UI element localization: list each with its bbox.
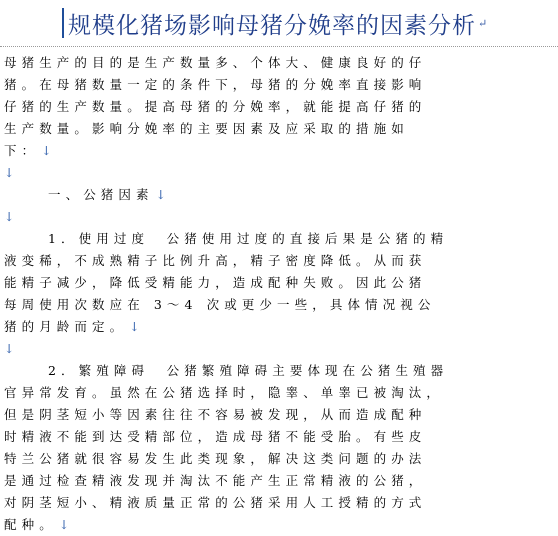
text-line: 生产数量。影响分娩率的主要因素及应采取的措施如 <box>4 121 409 136</box>
text-line: 下： ↓ <box>4 143 52 158</box>
document-title[interactable]: 规模化猪场影响母猪分娩率的因素分析 <box>68 12 476 39</box>
text-line: 能精子减少，降低受精能力，造成配种失败。因此公猪 <box>4 275 427 290</box>
title-block <box>62 6 487 40</box>
text-line: 官异常发育。虽然在公猪选择时，隐睾、单睾已被淘汰， <box>4 385 445 400</box>
paragraph-mark-icon: ↓ <box>129 319 140 334</box>
text-line: 2．繁殖障碍 公猪繁殖障碍主要体现在公猪生殖器 <box>48 363 449 378</box>
text-line: 猪。在母猪数量一定的条件下，母猪的分娩率直接影响 <box>4 77 427 92</box>
paragraph-mark-icon: ↓ <box>4 341 15 356</box>
text-line: 猪的月龄而定。 ↓ <box>4 319 140 334</box>
text-line: 对阴茎短小、精液质量正常的公猪采用人工授精的方式 <box>4 495 427 510</box>
text-line: 是通过检查精液发现并淘汰不能产生正常精液的公猪， <box>4 473 427 488</box>
paragraph-mark-icon: ↓ <box>4 209 15 224</box>
document-body[interactable] <box>4 52 554 536</box>
paragraph-mark-icon: ↵ <box>478 16 488 30</box>
text-line: 液变稀，不成熟精子比例升高，精子密度降低。从而获 <box>4 253 427 268</box>
blank-line <box>4 338 554 360</box>
text-line: 每周使用次数应在 3～4 次或更少一些，具体情况视公 <box>4 297 436 312</box>
blank-line <box>4 162 554 184</box>
section-heading: 一、公猪因素 ↓ <box>48 187 167 202</box>
title-divider <box>0 46 558 47</box>
text-line: 时精液不能到达受精部位，造成母猪不能受胎。有些皮 <box>4 429 427 444</box>
paragraph-mark-icon: ↓ <box>155 187 167 202</box>
text-cursor <box>62 8 64 38</box>
paragraph-mark-icon: ↓ <box>41 143 52 158</box>
text-line: 1．使用过度 公猪使用过度的直接后果是公猪的精 <box>48 231 449 246</box>
paragraph-mark-icon: ↓ <box>4 165 15 180</box>
text-line: 但是阴茎短小等因素往往不容易被发现，从而造成配种 <box>4 407 427 422</box>
text-line: 配种。 ↓ <box>4 517 70 532</box>
blank-line <box>4 206 554 228</box>
text-line: 母猪生产的目的是生产数量多、个体大、健康良好的仔 <box>4 55 427 70</box>
paragraph-mark-icon: ↓ <box>58 517 70 532</box>
text-line: 特兰公猪就很容易发生此类现象，解决这类问题的办法 <box>4 451 427 466</box>
text-line: 仔猪的生产数量。提高母猪的分娩率，就能提高仔猪的 <box>4 99 427 114</box>
